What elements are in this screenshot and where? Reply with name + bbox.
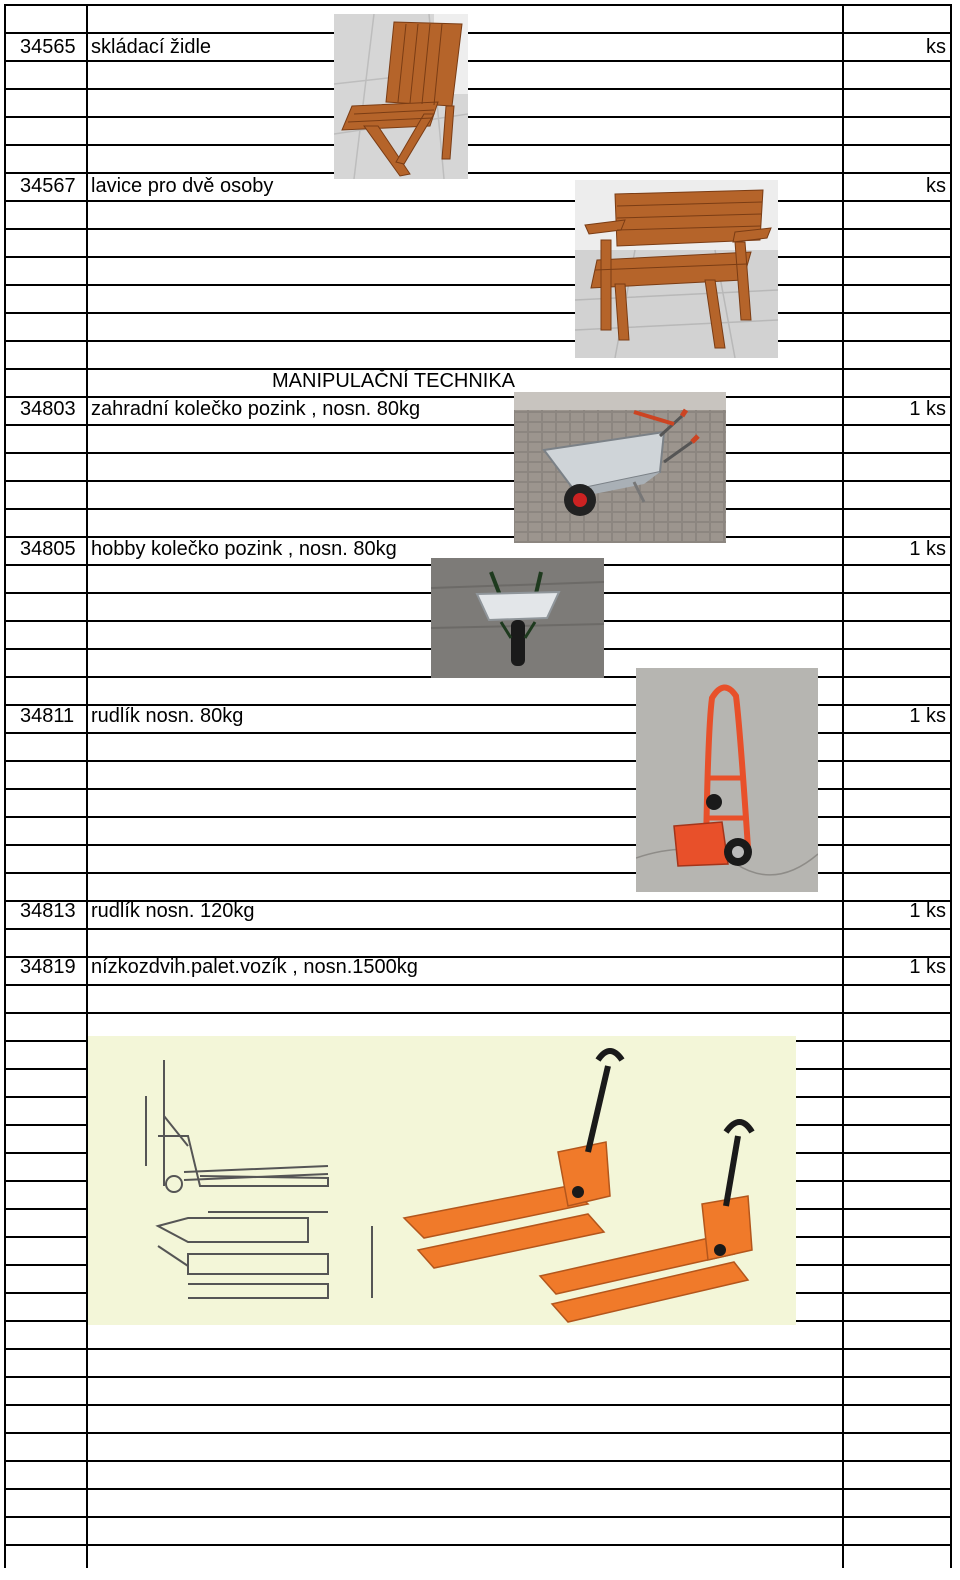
grid-row-line — [4, 1544, 952, 1546]
garden-wheelbarrow-photo — [514, 392, 726, 543]
item-code: 34565 — [20, 36, 76, 58]
item-code: 34805 — [20, 538, 76, 560]
grid-col-left — [4, 4, 6, 1568]
grid-row-line — [4, 1516, 952, 1518]
item-name: lavice pro dvě osoby — [91, 175, 274, 197]
grid-row-line — [4, 1488, 952, 1490]
hobby-wheelbarrow-photo — [431, 558, 604, 678]
grid-row-line — [4, 984, 952, 986]
grid-row-line — [4, 480, 952, 482]
grid-row-line — [4, 60, 952, 62]
grid-row-line — [4, 1404, 952, 1406]
grid-row-line — [4, 928, 952, 930]
item-unit: 1 ks — [909, 705, 946, 727]
item-name: rudlík nosn. 120kg — [91, 900, 255, 922]
section-title: MANIPULAČNÍ TECHNIKA — [272, 370, 516, 392]
item-name: zahradní kolečko pozink , nosn. 80kg — [91, 398, 421, 420]
grid-row-line — [4, 200, 952, 202]
item-name: hobby kolečko pozink , nosn. 80kg — [91, 538, 397, 560]
item-code: 34803 — [20, 398, 76, 420]
item-unit: ks — [926, 36, 946, 58]
grid-row-line — [4, 4, 952, 6]
item-unit: 1 ks — [909, 956, 946, 978]
grid-row-line — [4, 508, 952, 510]
grid-col-right — [950, 4, 952, 1568]
item-unit: 1 ks — [909, 900, 946, 922]
grid-col-unit — [842, 4, 844, 1568]
item-code: 34813 — [20, 900, 76, 922]
pallet-truck-diagram-photo — [88, 1036, 796, 1325]
grid-row-line — [4, 228, 952, 230]
item-unit: ks — [926, 175, 946, 197]
grid-row-line — [4, 284, 952, 286]
grid-row-line — [4, 256, 952, 258]
item-code: 34811 — [20, 705, 75, 727]
grid-col-code — [86, 4, 88, 1568]
item-name: rudlík nosn. 80kg — [91, 705, 244, 727]
grid-row-line — [4, 312, 952, 314]
item-name: nízkozdvih.palet.vozík , nosn.1500kg — [91, 956, 418, 978]
item-unit: 1 ks — [909, 538, 946, 560]
item-code: 34567 — [20, 175, 76, 197]
folding-chair-photo — [334, 14, 468, 179]
item-code: 34819 — [20, 956, 76, 978]
garden-bench-photo — [575, 180, 778, 358]
grid-row-line — [4, 32, 952, 34]
grid-row-line — [4, 144, 952, 146]
grid-row-line — [4, 1432, 952, 1434]
grid-row-line — [4, 1012, 952, 1014]
grid-row-line — [4, 116, 952, 118]
grid-row-line — [4, 340, 952, 342]
grid-row-line — [4, 1460, 952, 1462]
grid-row-line — [4, 88, 952, 90]
grid-row-line — [4, 424, 952, 426]
hand-truck-photo — [636, 668, 818, 892]
item-unit: 1 ks — [909, 398, 946, 420]
item-name: skládací židle — [91, 36, 212, 58]
grid-row-line — [4, 1376, 952, 1378]
grid-row-line — [4, 1348, 952, 1350]
grid-row-line — [4, 452, 952, 454]
